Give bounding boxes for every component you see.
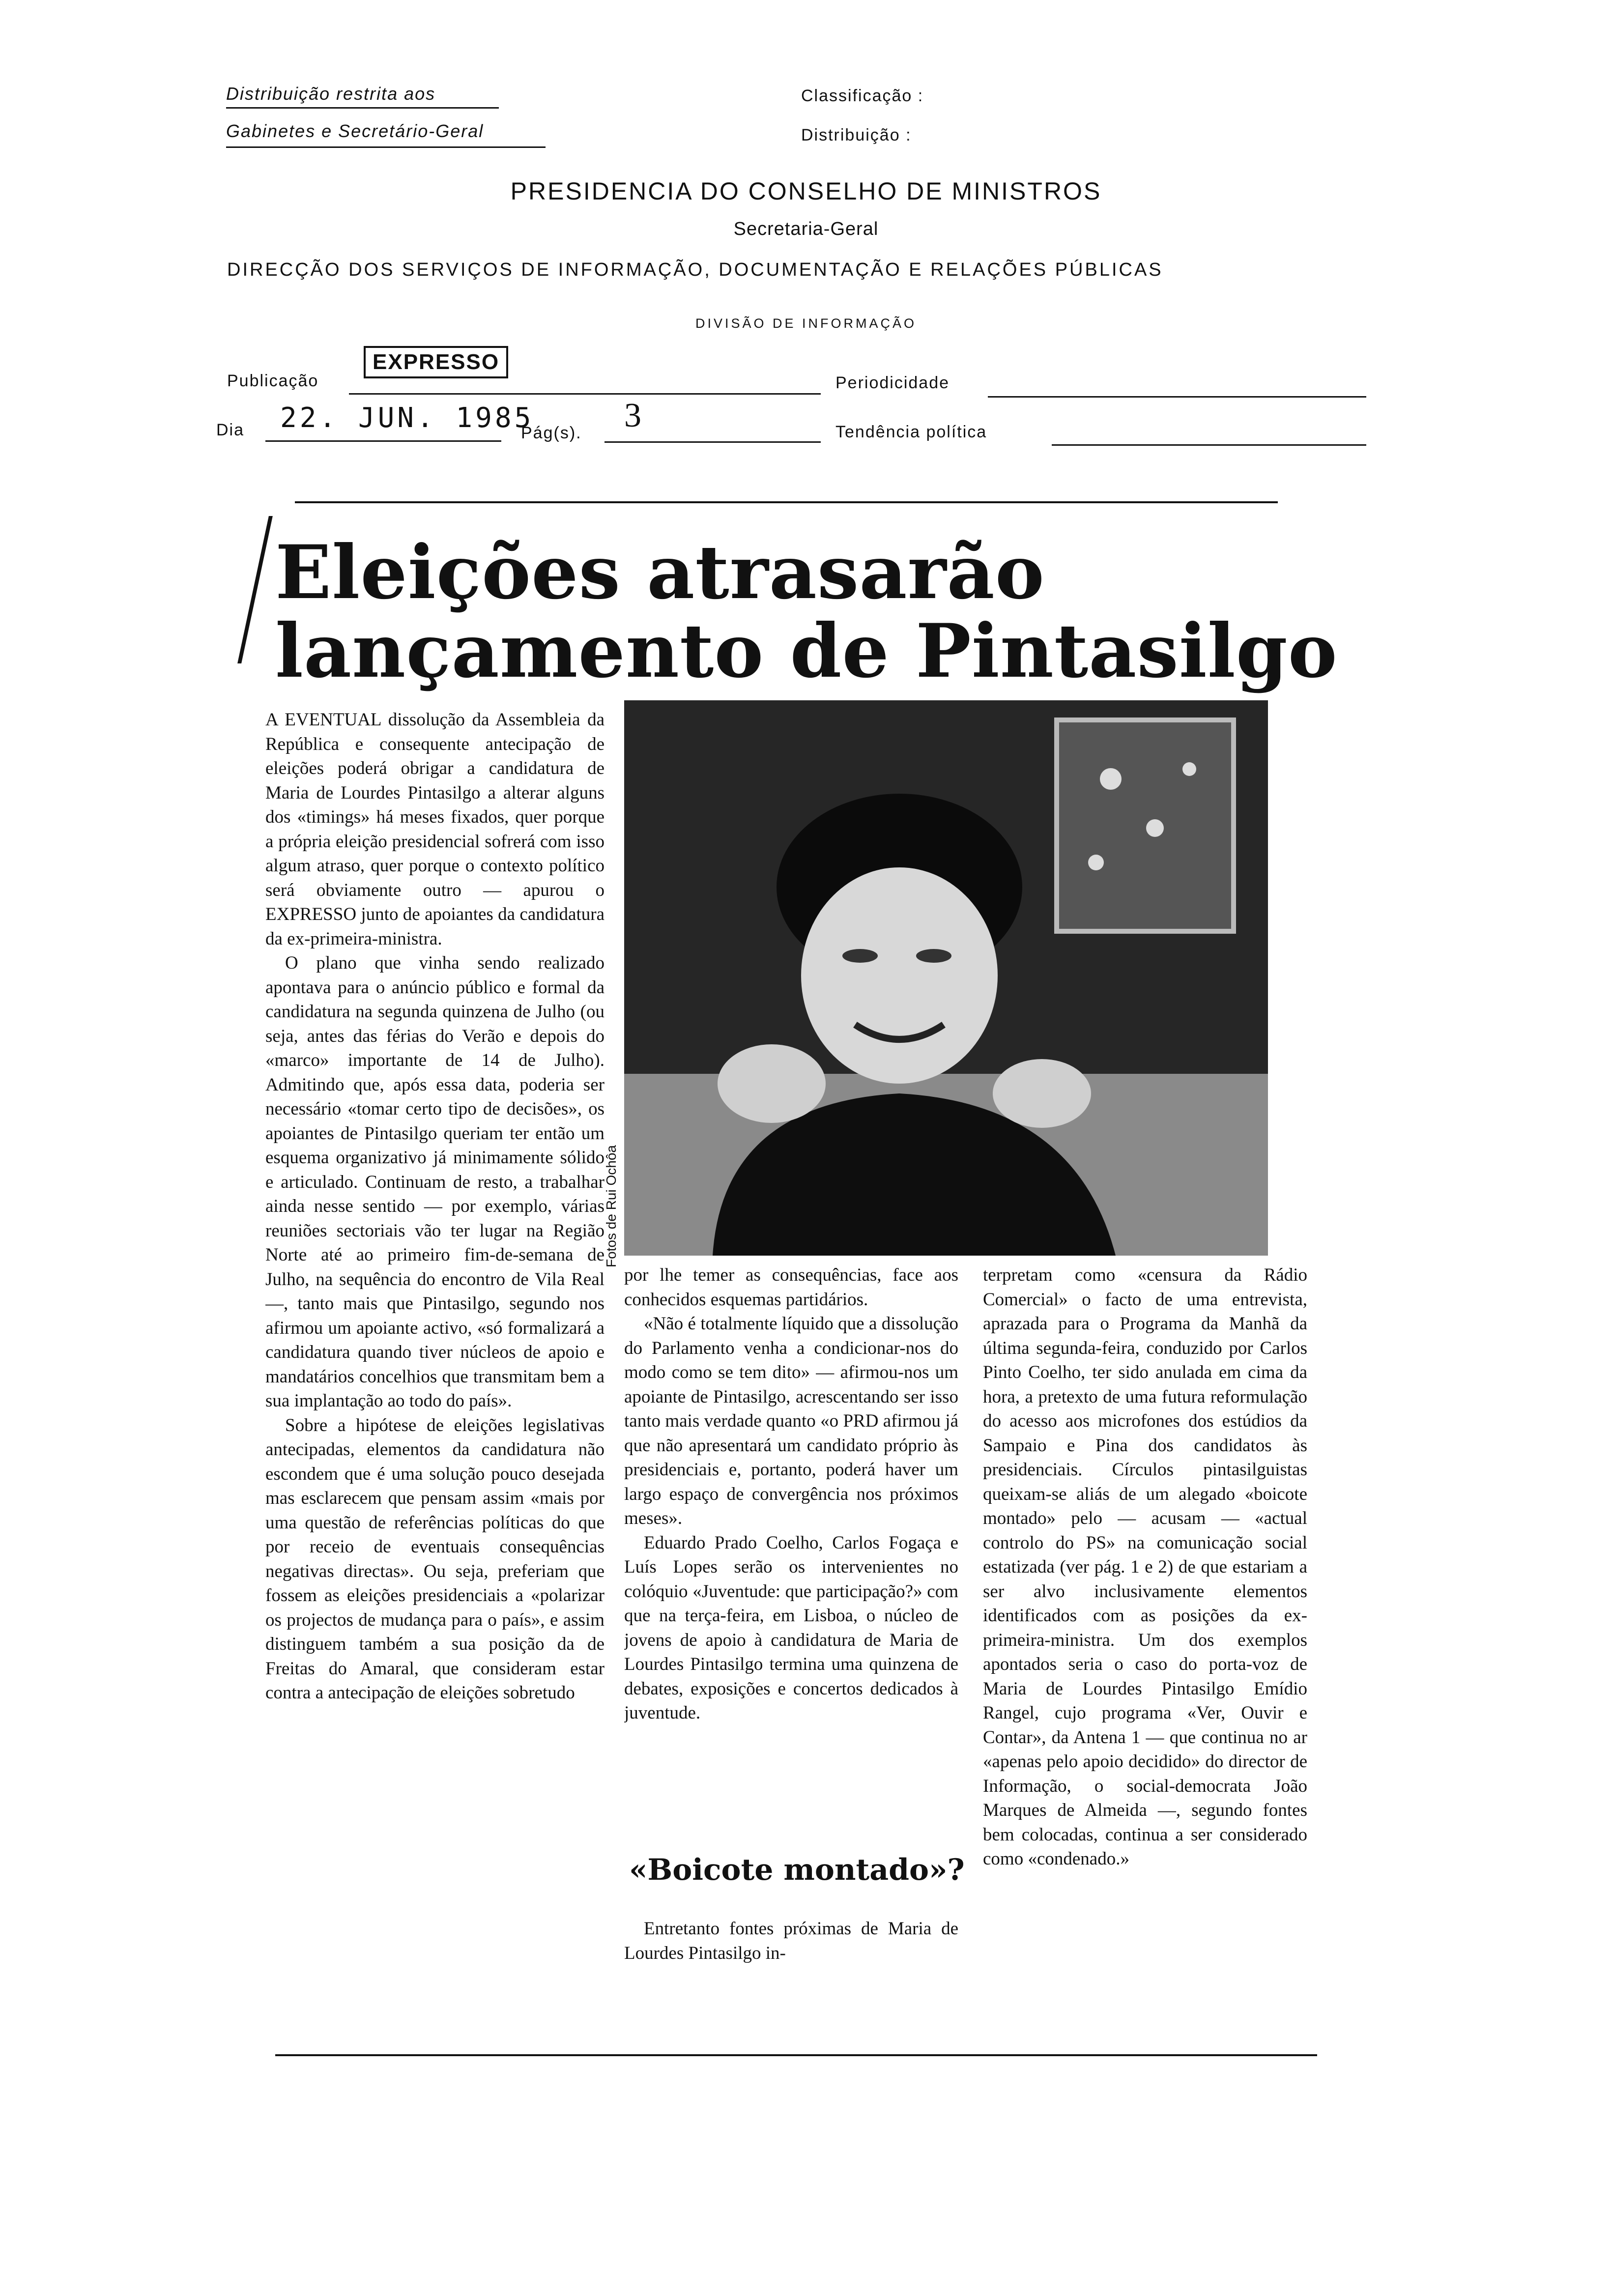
pages-label: Pág(s). — [521, 424, 582, 442]
article-column-2-tail — [624, 1917, 958, 1971]
page-title: PRESIDENCIA DO CONSELHO DE MINISTROS — [510, 177, 1102, 205]
header-underline-1 — [226, 107, 499, 109]
pages-value: 3 — [624, 397, 641, 434]
article-top-rule — [295, 501, 1278, 503]
day-label: Dia — [216, 421, 245, 439]
political-tendency-label: Tendência política — [835, 423, 987, 441]
article-paragraph: Eduardo Prado Coelho, Carlos Fogaça e Luís Lopes serão os intervenientes no colóquio «Juventude: que participação?» com que na terça-feira, em Lisboa, o núcleo de jovens de apoio à candidatura de Maria de Lourdes Pintasilgo termina uma quinzena de debates, exposições e concertos dedicados à juventude. — [624, 1532, 958, 1723]
directorate-title: DIRECÇÃO DOS SERVIÇOS DE INFORMAÇÃO, DOCUMENTAÇÃO E RELAÇÕES PÚBLICAS — [227, 259, 1163, 280]
page-subtitle: Secretaria-Geral — [733, 219, 879, 239]
header-underline-2 — [226, 146, 546, 148]
day-value: 22. JUN. 1985 — [280, 402, 534, 434]
periodicity-line — [988, 396, 1366, 398]
article-paragraph: O plano que vinha sendo realizado apontava para o anúncio público e formal da candidatura na segunda quinzena de Julho (ou seja, antes das férias do Verão e depois do «marco» importante de 14 de Julho). Admitindo que, após essa data, poderia ser necessário «tomar certo tipo de decisões», os apoiantes de Pintasilgo queriam ter então um esquema organizativo já minimamente sólido e articulado. Continuam de resto, a trabalhar ainda nesse sentido — por exemplo, várias reuniões sectoriais vão ter lugar na Região Norte até ao primeiro fim-de-semana de Julho, na sequência do encontro de Vila Real —, tanto mais que Pintasilgo, segundo nos afirmou um apoiante activo, «só formalizará a candidatura quando tiver núcleos de apoio e mandatários concelhios que transmitam bem a sua implantação ao todo do país». — [265, 953, 604, 1411]
article-column-3 — [983, 1263, 1307, 2030]
headline-margin-mark — [237, 516, 273, 663]
publication-label: Publicação — [227, 372, 319, 390]
division-title: DIVISÃO DE INFORMAÇÃO — [695, 316, 917, 331]
headline-line1: Eleições atrasarão — [275, 529, 1045, 616]
classification-label: Classificação : — [801, 86, 924, 105]
publication-stamp: EXPRESSO — [364, 346, 508, 378]
restricted-distribution-line1: Distribuição restrita aos — [226, 84, 436, 104]
article-paragraph: A EVENTUAL dissolução da Assembleia da República e consequente antecipação de eleições poderá obrigar a candidatura de Maria de Lourdes Pintasilgo a alterar alguns dos «timings» há meses fixados, quer porque a própria eleição presidencial sofrerá com isso algum atraso, quer porque o contexto político será obviamente outro — apurou o EXPRESSO junto de apoiantes da candidatura da ex-primeira-ministra. — [265, 710, 604, 949]
headline-line2: lançamento de Pintasilgo — [275, 608, 1338, 694]
article-paragraph: «Não é totalmente líquido que a dissolução do Parlamento venha a condicionar-nos do modo como se tem dito» — afirmou-nos um apoiante de Pintasilgo, acrescentando ser isso tanto mais verdade quanto «o PRD afirmou já que não apresentará um candidato próprio às presidenciais e, portanto, poderá haver um largo espaço de convergência nos próximos meses». — [624, 1314, 958, 1528]
day-line — [265, 440, 501, 442]
section-subhead: «Boicote montado»? — [629, 1853, 965, 1887]
candidate-photo — [624, 700, 1268, 1256]
article-column-1 — [265, 708, 604, 2035]
article-paragraph: terpretam como «censura da Rádio Comercial» o facto de uma entrevista, aprazada para o Programa da Manhã da última segunda-feira, conduzido por Carlos Pinto Coelho, ter sido anulada em cima da hora, a pretexto de uma futura reformulação do acesso aos microfones dos estúdios da Sampaio e Pina dos candidatos às presidenciais. Círculos pintasilguistas queixam-se aliás de um alegado «boicote montado» pelo — acusam — «actual controlo do PS» na comunicação social estatizada (ver pág. 1 e 2) de que estariam a ser alvo inclusivamente elementos identificados com as posições da ex-primeira-ministra. Um dos exemplos apontados seria o caso do porta-voz de Maria de Lourdes Pintasilgo Emídio Rangel, cujo programa «Ver, Ouvir e Contar», da Antena 1 — que continua no ar «apenas pelo apoio decidido» do director de Informação, o social-democrata João Marques de Almeida —, segundo fontes bem colocadas, continua a ser considerado como «condenado.» — [983, 1265, 1307, 1869]
photo-credit: Fotos de Rui Ochôa — [604, 1145, 619, 1268]
candidate-photo-image — [624, 700, 1268, 1256]
article-paragraph: por lhe temer as consequências, face aos conhecidos esquemas partidários. — [624, 1265, 958, 1310]
publication-line — [349, 393, 821, 395]
article-paragraph: Entretanto fontes próximas de Maria de Lourdes Pintasilgo in- — [624, 1919, 958, 1963]
restricted-distribution-line2: Gabinetes e Secretário-Geral — [226, 121, 484, 141]
distribution-label: Distribuição : — [801, 126, 912, 144]
political-tendency-line — [1052, 444, 1366, 446]
article-paragraph: Sobre a hipótese de eleições legislativas antecipadas, elementos da candidatura não escondem que é uma solução pouco desejada mas esclarecem que pensam assim «mais por uma questão de referências políticas do que por receio de eventuais consequências negativas directas». Ou seja, preferiam que fossem as eleições presidenciais a «polarizar os projectos de mudança para o país», e assim distinguem também a sua posição da de Freitas do Amaral, que consideram estar contra a antecipação de eleições sobretudo — [265, 1415, 604, 1703]
article-column-2 — [624, 1263, 958, 1838]
article-bottom-rule — [275, 2054, 1317, 2056]
periodicity-label: Periodicidade — [835, 373, 950, 392]
pages-line — [604, 441, 821, 443]
